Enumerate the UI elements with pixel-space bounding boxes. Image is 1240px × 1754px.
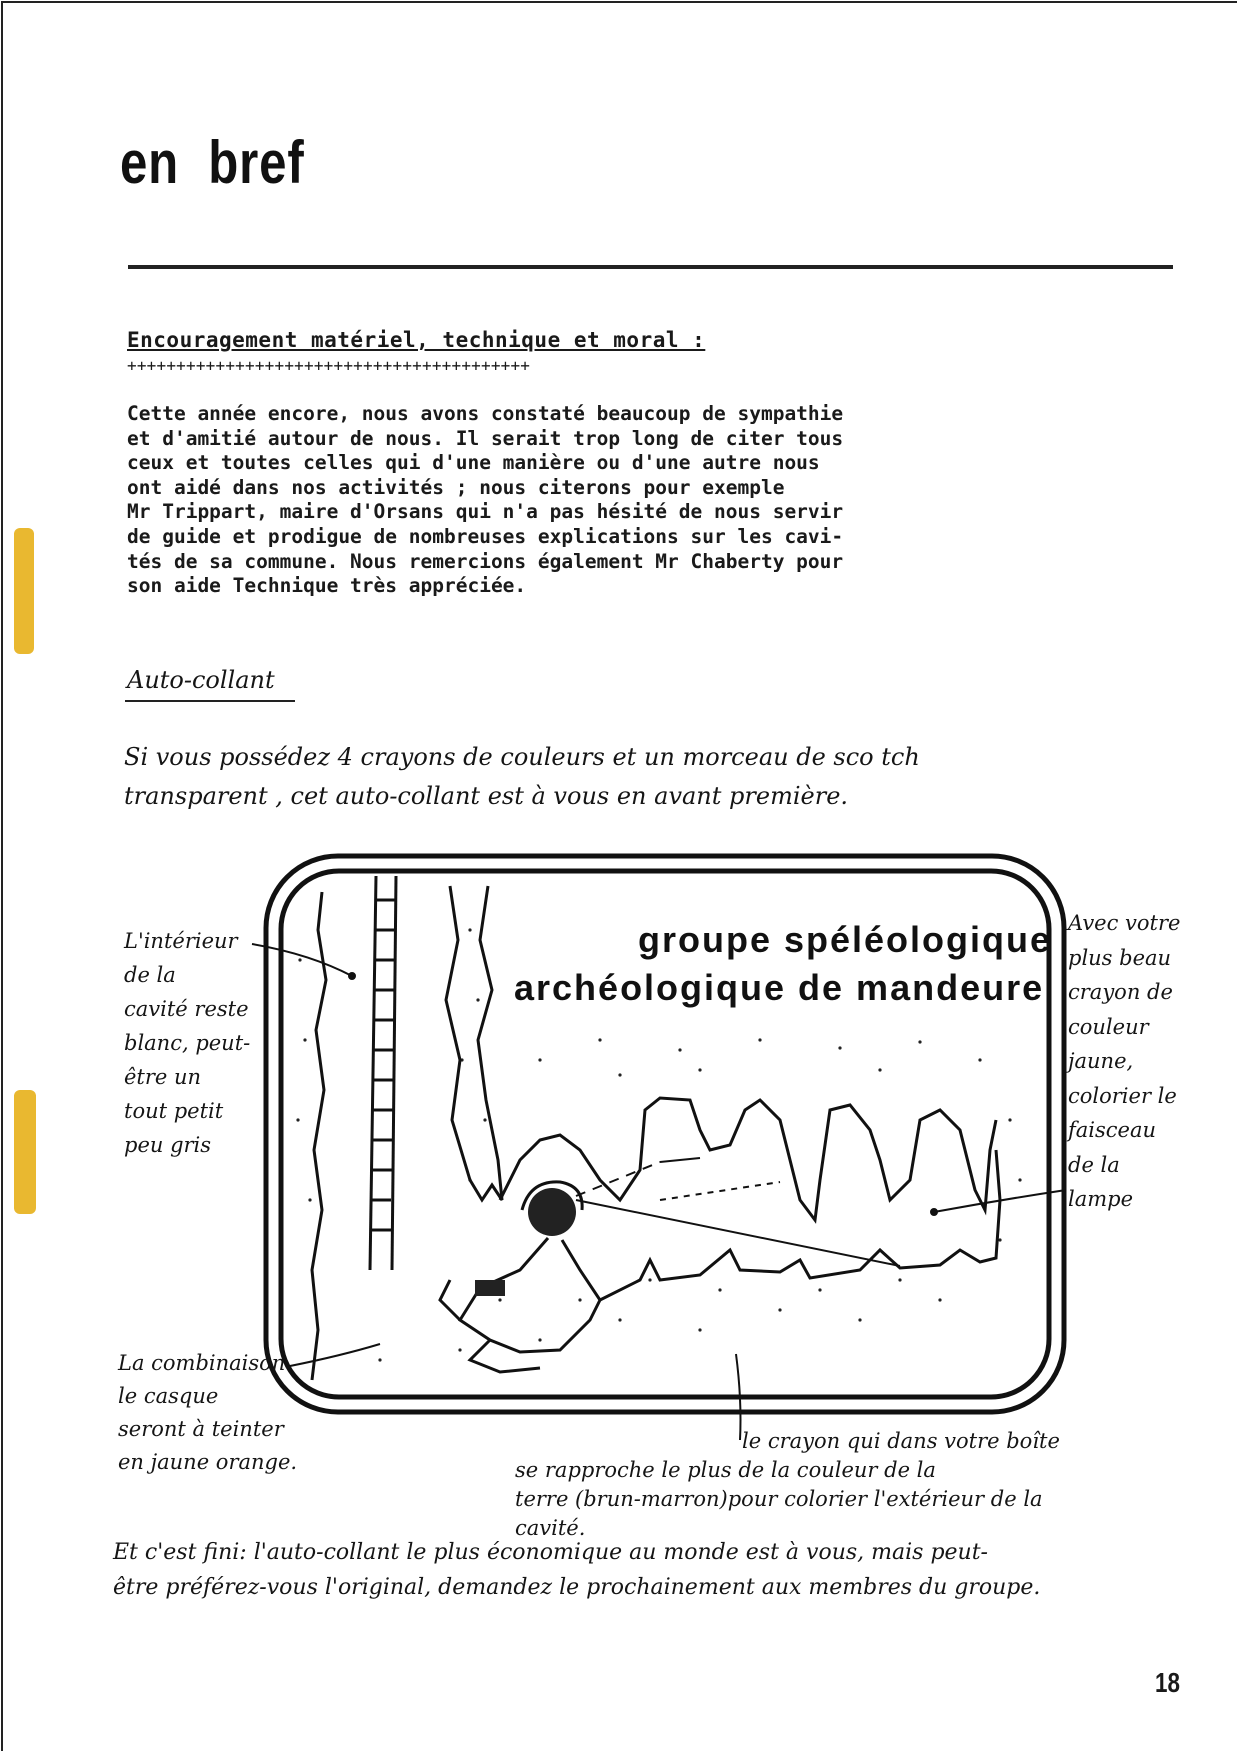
page-number: 18 [1155,1667,1180,1698]
paragraph-line: ceux et toutes celles qui d'une manière ou d'une autre nous [127,451,820,475]
lamp-beam [576,1158,900,1266]
section-heading-auto-collant: Auto-collant [127,666,275,694]
paragraph-line: de guide et prodigue de nombreuses explications sur les cavi- [127,524,844,548]
cave-pillar [446,886,502,1200]
intro-line: transparent , cet auto-collant est à vous en avant première. [124,782,849,810]
note-line: en jaune orange. [118,1450,298,1474]
note-line: Avec votre [1068,911,1181,935]
section-heading-encouragement: Encouragement matériel, technique et moral : [127,328,706,352]
note-lamp-beam [1068,906,1208,1217]
closing-line: être préférez-vous l'original, demandez le prochainement aux membres du groupe. [113,1575,1041,1600]
paragraph-line: Cette année encore, nous avons constaté beaucoup de sympathie [127,402,844,425]
note-line: cavité. [515,1516,586,1540]
note-line: tout petit [124,1099,224,1123]
closing-paragraph [113,1535,1173,1605]
paragraph-line: et d'amitié autour de nous. Il serait trop long de citer tous [127,426,844,450]
page-title: en bref [120,129,305,196]
closing-line: Et c'est fini: l'auto-collant le plus économique au monde est à vous, mais peut- [113,1540,988,1565]
note-line: La combinaison [118,1351,286,1375]
note-line: crayon de [1068,980,1173,1004]
cave-left-wall [312,892,326,1380]
intro-line: Si vous possédez 4 crayons de couleurs et un morceau de sco tch [124,743,920,771]
note-line: se rapproche le plus de la couleur de la [515,1458,936,1482]
note-line: lampe [1068,1187,1134,1211]
note-line: cavité reste [124,997,249,1021]
banner-line-2: archéologique de mandeure [514,967,1045,1008]
note-line: faisceau [1068,1118,1157,1142]
cave-floor [600,1150,1000,1300]
note-line: de la [124,963,176,987]
note-line: couleur [1068,1014,1149,1039]
note-line: le crayon qui dans votre boîte [742,1429,1060,1453]
note-line: terre (brun-marron)pour colorier l'extérieur de la [515,1487,1043,1511]
note-line: colorier le [1068,1083,1177,1108]
note-line: seront à teinter [118,1417,284,1441]
note-crayon-earth [515,1427,1195,1543]
heading-plus-underline: +++++++++++++++++++++++++++++++++++++++++ [127,356,531,375]
note-line: être un [124,1065,202,1089]
note-line: de la [1068,1152,1120,1177]
stalactites [500,1098,996,1220]
note-line: jaune, [1068,1049,1134,1073]
note-cave-interior [124,924,274,1162]
note-line: blanc, peut- [124,1031,251,1055]
note-line: L'intérieur [124,929,238,953]
note-line: le casque [118,1384,219,1408]
paragraph-line: tés de sa commune. Nous remercions également Mr Chaberty pour [127,549,844,573]
note-line: peu gris [124,1133,212,1157]
note-line: plus beau [1068,945,1172,970]
banner-line-1: groupe spéléologique [638,919,1053,960]
ladder [370,876,396,1270]
note-suit-helmet [118,1347,308,1479]
paragraph-line: ont aidé dans nos activités ; nous citerons pour exemple [127,475,785,499]
caver-figure [440,1182,600,1372]
paragraph-line: son aide Technique très appréciée. [127,574,527,598]
paragraph-line: Mr Trippart, maire d'Orsans qui n'a pas hésité de nous servir [127,500,844,524]
